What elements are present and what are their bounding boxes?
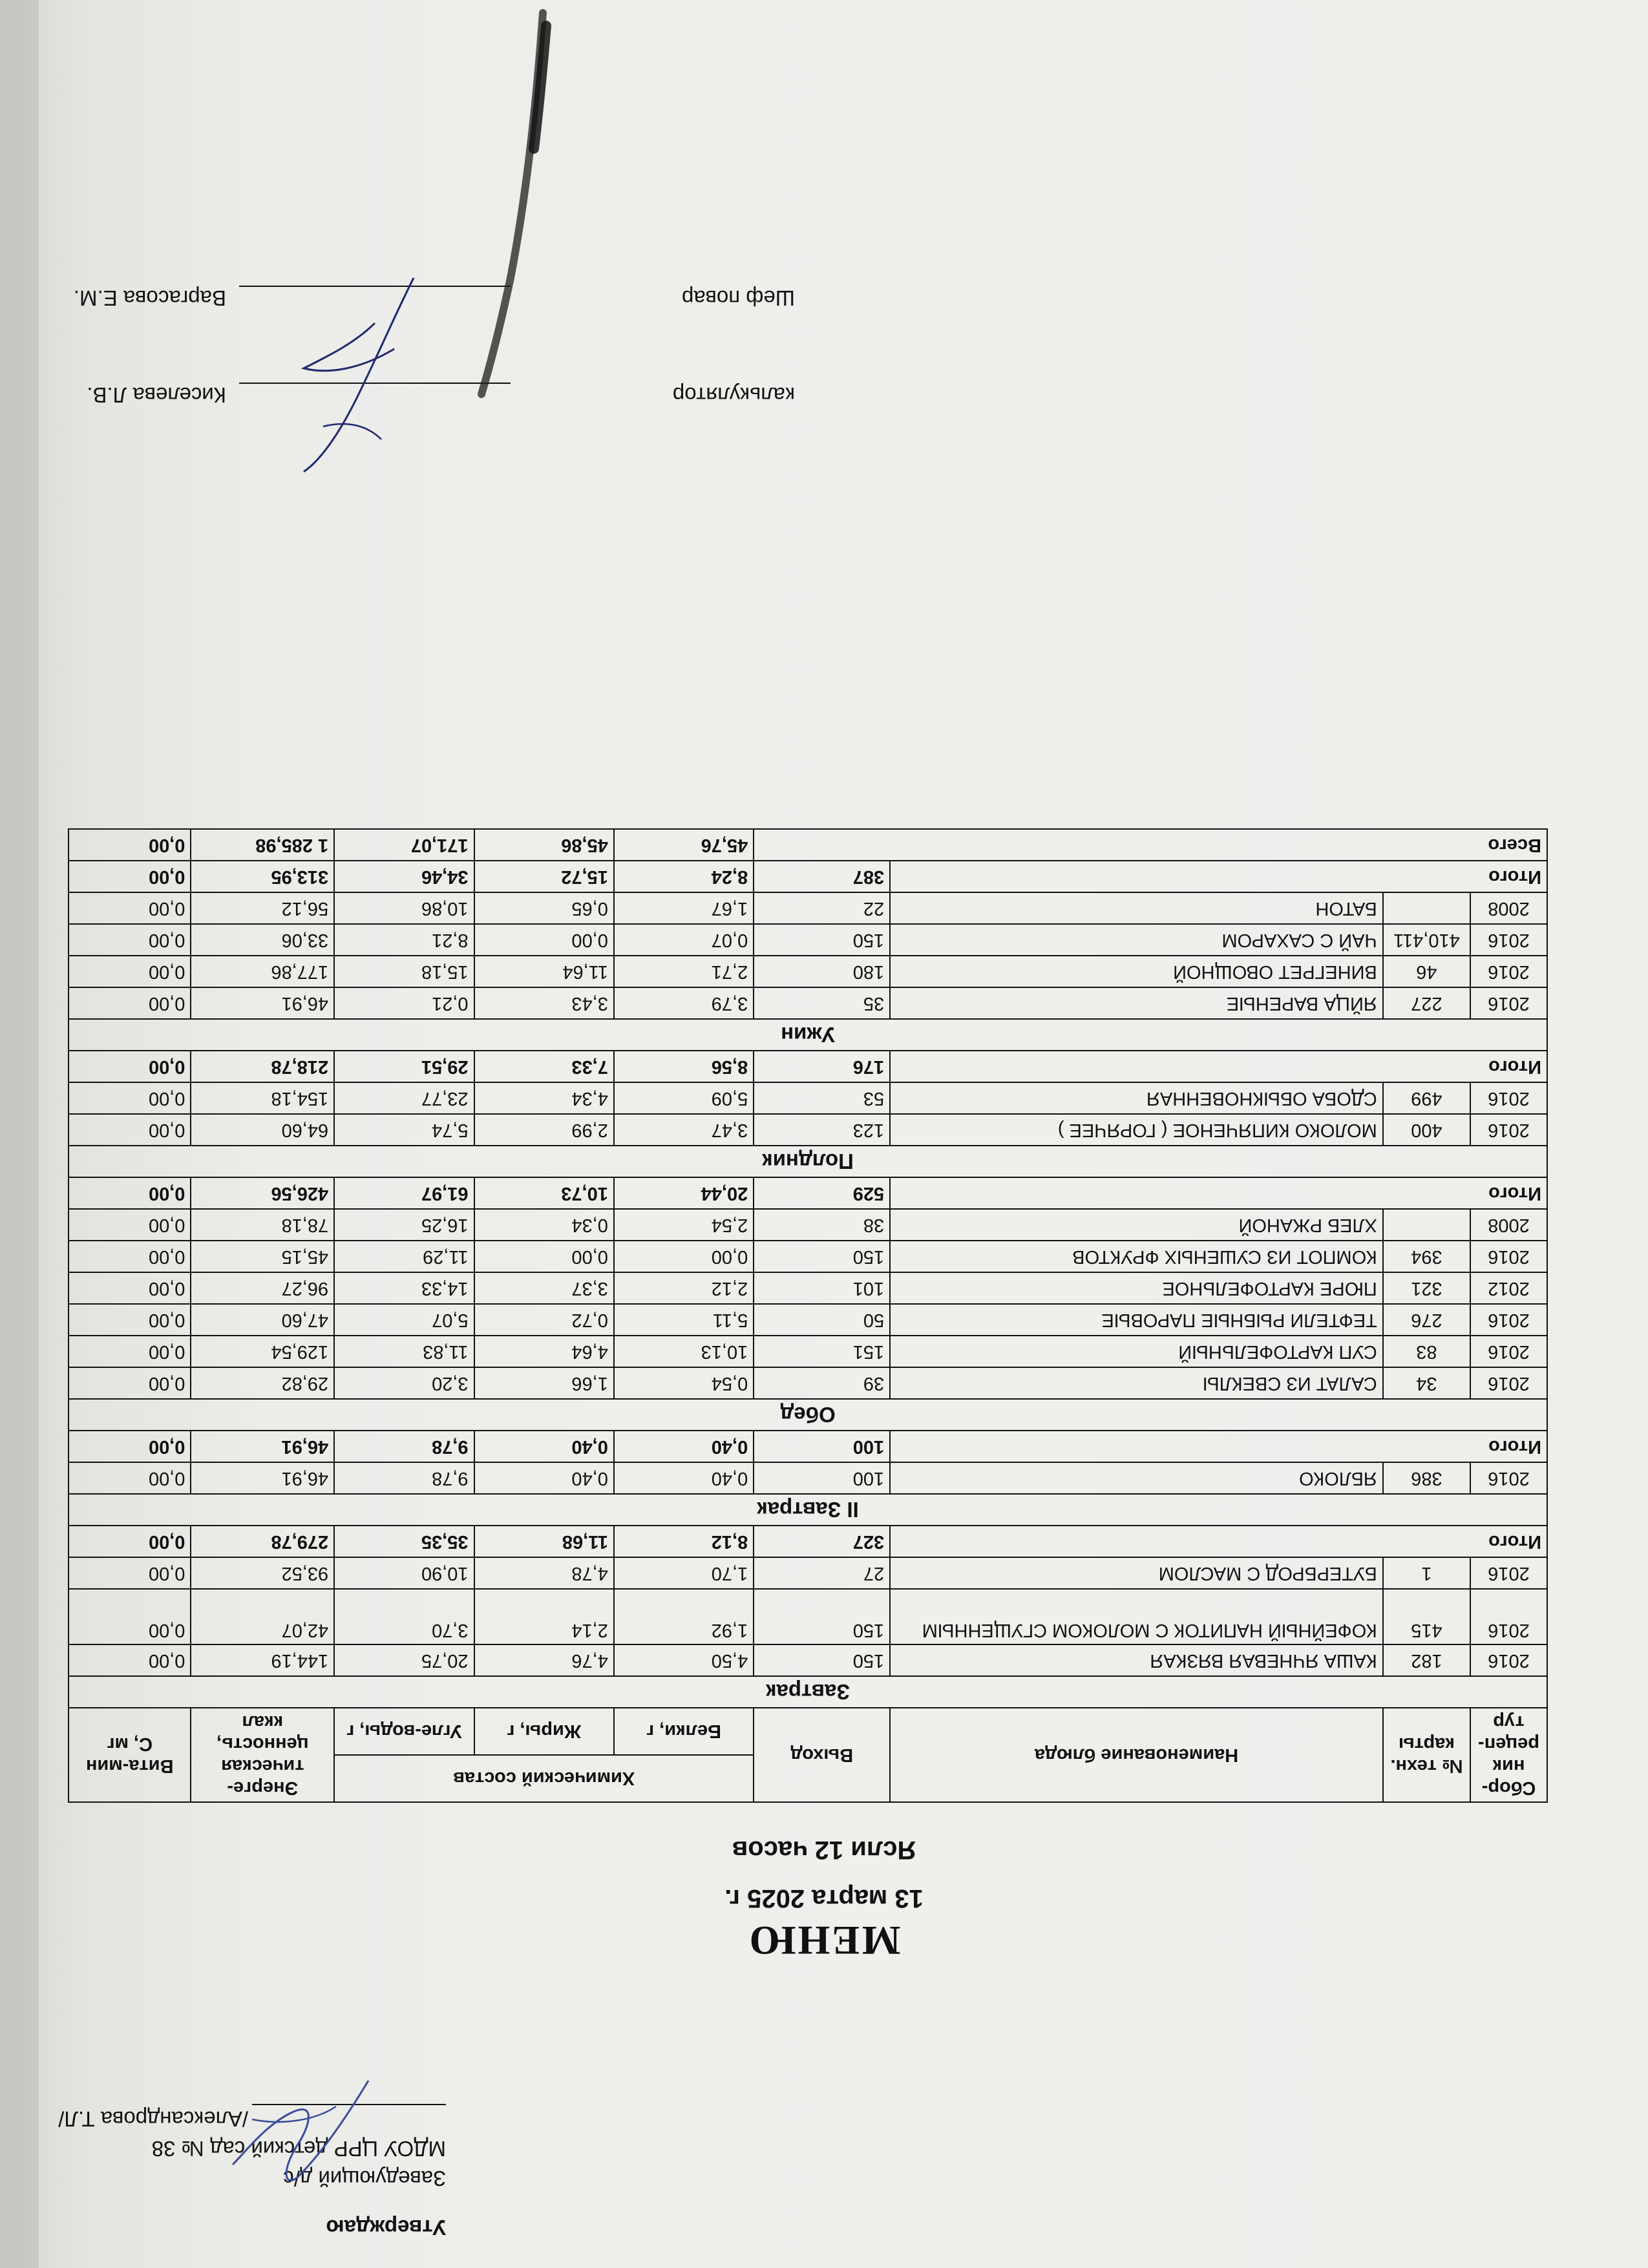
cell-fats: 0,00 <box>474 1241 614 1272</box>
total-row <box>69 1051 1547 1082</box>
cell-proteins: 3,47 <box>614 1114 754 1146</box>
total-row <box>69 1431 1547 1462</box>
cell-name: ВИНЕГРЕТ ОВОЩНОЙ <box>890 956 1383 987</box>
staff-role: Шеф повар <box>681 286 795 310</box>
cell-output: 150 <box>754 1589 890 1644</box>
grand-total-proteins: 45,76 <box>614 829 754 861</box>
cell-proteins: 0,00 <box>614 1241 754 1272</box>
total-carbs: 9,78 <box>334 1431 474 1462</box>
total-carbs: 61,97 <box>334 1177 474 1209</box>
cell-proteins: 1,70 <box>614 1557 754 1589</box>
cell-name: БУТЕРБРОД С МАСЛОМ <box>890 1557 1383 1589</box>
cell-book: 2008 <box>1470 1209 1547 1241</box>
cell-card <box>1383 892 1470 924</box>
cell-vitamin: 0,00 <box>69 892 191 924</box>
cell-fats: 4,76 <box>474 1644 614 1676</box>
cell-card: 321 <box>1383 1272 1470 1304</box>
total-energy: 218,78 <box>191 1051 334 1082</box>
cell-output: 100 <box>754 1462 890 1494</box>
cell-vitamin: 0,00 <box>69 1336 191 1367</box>
cell-output: 151 <box>754 1336 890 1367</box>
header-book: Сбор-ник рецеп-тур <box>1470 1708 1547 1802</box>
table-row <box>69 1336 1547 1367</box>
table-row <box>69 1589 1547 1644</box>
cell-carbs: 15,18 <box>334 956 474 987</box>
cell-fats: 2,14 <box>474 1589 614 1644</box>
cell-vitamin: 0,00 <box>69 924 191 956</box>
cell-vitamin: 0,00 <box>69 987 191 1019</box>
cell-fats: 0,34 <box>474 1209 614 1241</box>
cell-proteins: 0,40 <box>614 1462 754 1494</box>
cell-energy: 78,18 <box>191 1209 334 1241</box>
section-title: Завтрак <box>69 1676 1547 1708</box>
cell-card: 46 <box>1383 956 1470 987</box>
header-chem: Химический состав <box>334 1755 754 1802</box>
cell-carbs: 16,25 <box>334 1209 474 1241</box>
cell-output: 22 <box>754 892 890 924</box>
table-row <box>69 987 1547 1019</box>
cell-carbs: 10,90 <box>334 1557 474 1589</box>
cell-energy: 46,91 <box>191 1462 334 1494</box>
total-vitamin: 0,00 <box>69 1526 191 1557</box>
cell-proteins: 10,13 <box>614 1336 754 1367</box>
approval-block <box>32 2104 446 2242</box>
cell-name: ПЮРЕ КАРТОФЕЛЬНОЕ <box>890 1272 1383 1304</box>
total-vitamin: 0,00 <box>69 1431 191 1462</box>
cell-name: ЧАЙ С САХАРОМ <box>890 924 1383 956</box>
header-output: Выход <box>754 1708 890 1802</box>
cell-card: 400 <box>1383 1114 1470 1146</box>
grand-total-row <box>69 829 1547 861</box>
header-fats: Жиры, г <box>474 1708 614 1755</box>
total-proteins: 20,44 <box>614 1177 754 1209</box>
cell-name: ХЛЕБ РЖАНОЙ <box>890 1209 1383 1241</box>
table-row <box>69 956 1547 987</box>
header-card: № техн. карты <box>1383 1708 1470 1802</box>
total-label: Итого <box>890 1051 1547 1082</box>
cell-proteins: 0,07 <box>614 924 754 956</box>
cell-output: 150 <box>754 1644 890 1676</box>
staff-name: Варгасова Е.М. <box>73 286 226 310</box>
cell-output: 27 <box>754 1557 890 1589</box>
cell-energy: 64,60 <box>191 1114 334 1146</box>
cell-name: ЯБЛОКО <box>890 1462 1383 1494</box>
cell-vitamin: 0,00 <box>69 1557 191 1589</box>
cell-proteins: 2,71 <box>614 956 754 987</box>
cell-fats: 11,64 <box>474 956 614 987</box>
cell-carbs: 11,29 <box>334 1241 474 1272</box>
total-fats: 11,68 <box>474 1526 614 1557</box>
total-proteins: 0,40 <box>614 1431 754 1462</box>
cell-energy: 47,60 <box>191 1304 334 1336</box>
cell-energy: 45,15 <box>191 1241 334 1272</box>
cell-name: КАША ЯЧНЕВАЯ ВЯЗКАЯ <box>890 1644 1383 1676</box>
cell-fats: 3,37 <box>474 1272 614 1304</box>
header-vitamin: Вита-мин С, мг <box>69 1708 191 1802</box>
cell-book: 2016 <box>1470 1367 1547 1399</box>
cell-carbs: 5,74 <box>334 1114 474 1146</box>
cell-output: 50 <box>754 1304 890 1336</box>
cell-card: 182 <box>1383 1644 1470 1676</box>
total-fats: 7,33 <box>474 1051 614 1082</box>
cell-proteins: 3,79 <box>614 987 754 1019</box>
cell-name: ЯЙЦА ВАРЕНЫЕ <box>890 987 1383 1019</box>
menu-date: 13 марта 2025 г. <box>724 1884 924 1913</box>
table-row <box>69 1272 1547 1304</box>
cell-energy: 33,06 <box>191 924 334 956</box>
total-vitamin: 0,00 <box>69 861 191 892</box>
cell-card: 410,411 <box>1383 924 1470 956</box>
cell-fats: 0,40 <box>474 1462 614 1494</box>
cell-name: СДОБА ОБЫКНОВЕННАЯ <box>890 1082 1383 1114</box>
cell-proteins: 1,92 <box>614 1589 754 1644</box>
approval-org: МДОУ ЦРР детский сад № 38 <box>151 2137 446 2161</box>
cell-carbs: 3,70 <box>334 1589 474 1644</box>
cell-energy: 96,27 <box>191 1272 334 1304</box>
table-row <box>69 1557 1547 1589</box>
table-row <box>69 1304 1547 1336</box>
menu-table <box>68 828 1548 1803</box>
cell-carbs: 10,86 <box>334 892 474 924</box>
section-row <box>69 1399 1547 1431</box>
cell-card: 1 <box>1383 1557 1470 1589</box>
cell-card: 83 <box>1383 1336 1470 1367</box>
total-energy: 426,56 <box>191 1177 334 1209</box>
total-energy: 46,91 <box>191 1431 334 1462</box>
total-output: 100 <box>754 1431 890 1462</box>
header-carbs: Угле-воды, г <box>334 1708 474 1755</box>
cell-book: 2016 <box>1470 1462 1547 1494</box>
cell-card: 227 <box>1383 987 1470 1019</box>
cell-fats: 0,00 <box>474 924 614 956</box>
table-row <box>69 1644 1547 1676</box>
header-proteins: Белки, г <box>614 1708 754 1755</box>
cell-book: 2008 <box>1470 892 1547 924</box>
cell-vitamin: 0,00 <box>69 1082 191 1114</box>
cell-vitamin: 0,00 <box>69 1114 191 1146</box>
cell-card <box>1383 1209 1470 1241</box>
total-row <box>69 1177 1547 1209</box>
cell-book: 2016 <box>1470 987 1547 1019</box>
staff-name: Киселева Л.В. <box>87 383 226 407</box>
cell-book: 2016 <box>1470 1644 1547 1676</box>
cell-vitamin: 0,00 <box>69 956 191 987</box>
cell-carbs: 9,78 <box>334 1462 474 1494</box>
cell-name: СУП КАРТОФЕЛЬНЫЙ <box>890 1336 1383 1367</box>
cell-carbs: 11,83 <box>334 1336 474 1367</box>
total-proteins: 8,24 <box>614 861 754 892</box>
cell-vitamin: 0,00 <box>69 1304 191 1336</box>
approval-signature-icon <box>200 2074 394 2190</box>
cell-output: 39 <box>754 1367 890 1399</box>
cell-carbs: 0,21 <box>334 987 474 1019</box>
section-row <box>69 1494 1547 1526</box>
cell-book: 2016 <box>1470 1336 1547 1367</box>
cell-output: 180 <box>754 956 890 987</box>
section-title: Обед <box>69 1399 1547 1431</box>
total-output: 529 <box>754 1177 890 1209</box>
total-label: Итого <box>890 861 1547 892</box>
total-label: Итого <box>890 1526 1547 1557</box>
cell-output: 35 <box>754 987 890 1019</box>
total-fats: 15,72 <box>474 861 614 892</box>
cell-proteins: 5,09 <box>614 1082 754 1114</box>
cell-card: 394 <box>1383 1241 1470 1272</box>
cell-name: ТЕФТЕЛИ РЫБНЫЕ ПАРОВЫЕ <box>890 1304 1383 1336</box>
cell-carbs: 14,33 <box>334 1272 474 1304</box>
table-row <box>69 1114 1547 1146</box>
cell-fats: 4,78 <box>474 1557 614 1589</box>
total-output: 327 <box>754 1526 890 1557</box>
cell-output: 150 <box>754 1241 890 1272</box>
cell-energy: 129,54 <box>191 1336 334 1367</box>
cell-name: КОМПОТ ИЗ СУШЕНЫХ ФРУКТОВ <box>890 1241 1383 1272</box>
table-row <box>69 1082 1547 1114</box>
cell-fats: 4,34 <box>474 1082 614 1114</box>
cell-carbs: 5,07 <box>334 1304 474 1336</box>
total-row <box>69 861 1547 892</box>
total-fats: 10,73 <box>474 1177 614 1209</box>
cell-name: САЛАТ ИЗ СВЕКЛЫ <box>890 1367 1383 1399</box>
grand-total-fats: 45,86 <box>474 829 614 861</box>
section-row <box>69 1676 1547 1708</box>
cell-energy: 154,18 <box>191 1082 334 1114</box>
cell-card: 276 <box>1383 1304 1470 1336</box>
cell-carbs: 20,75 <box>334 1644 474 1676</box>
cell-card: 34 <box>1383 1367 1470 1399</box>
total-energy: 313,95 <box>191 861 334 892</box>
cell-energy: 177,86 <box>191 956 334 987</box>
table-row <box>69 924 1547 956</box>
cell-name: КОФЕЙНЫЙ НАПИТОК С МОЛОКОМ СГУЩЕННЫМ <box>890 1589 1383 1644</box>
cell-output: 38 <box>754 1209 890 1241</box>
approval-label: Утверждаю <box>326 2216 446 2240</box>
cell-energy: 46,91 <box>191 987 334 1019</box>
menu-group: Ясли 12 часов <box>732 1836 916 1864</box>
cell-name: МОЛОКО КИПЯЧЕНОЕ ( ГОРЯЧЕЕ ) <box>890 1114 1383 1146</box>
cell-fats: 0,65 <box>474 892 614 924</box>
cell-book: 2016 <box>1470 1241 1547 1272</box>
cell-energy: 56,12 <box>191 892 334 924</box>
cell-fats: 2,99 <box>474 1114 614 1146</box>
cell-proteins: 2,12 <box>614 1272 754 1304</box>
cell-proteins: 4,50 <box>614 1644 754 1676</box>
grand-total-carbs: 171,07 <box>334 829 474 861</box>
cell-vitamin: 0,00 <box>69 1589 191 1644</box>
cell-book: 2016 <box>1470 956 1547 987</box>
header-energy: Энерге-тическая ценность, ккал <box>191 1708 334 1802</box>
total-energy: 279,78 <box>191 1526 334 1557</box>
approval-signer: /Александрова Т.Л/ <box>58 2107 248 2131</box>
cell-carbs: 8,21 <box>334 924 474 956</box>
cell-proteins: 2,54 <box>614 1209 754 1241</box>
cell-proteins: 1,67 <box>614 892 754 924</box>
cell-vitamin: 0,00 <box>69 1241 191 1272</box>
cell-output: 53 <box>754 1082 890 1114</box>
cell-energy: 144,19 <box>191 1644 334 1676</box>
cell-book: 2016 <box>1470 1082 1547 1114</box>
cell-name: БАТОН <box>890 892 1383 924</box>
cell-card: 386 <box>1383 1462 1470 1494</box>
cell-vitamin: 0,00 <box>69 1462 191 1494</box>
total-carbs: 29,51 <box>334 1051 474 1082</box>
total-vitamin: 0,00 <box>69 1051 191 1082</box>
section-title: II Завтрак <box>69 1494 1547 1526</box>
cell-carbs: 23,77 <box>334 1082 474 1114</box>
staff-signature-icon <box>284 265 433 478</box>
total-fats: 0,40 <box>474 1431 614 1462</box>
total-label: Итого <box>890 1177 1547 1209</box>
table-row <box>69 1367 1547 1399</box>
total-label: Итого <box>890 1431 1547 1462</box>
cell-energy: 93,52 <box>191 1557 334 1589</box>
cell-fats: 3,43 <box>474 987 614 1019</box>
table-row <box>69 1462 1547 1494</box>
cell-book: 2016 <box>1470 1304 1547 1336</box>
cell-vitamin: 0,00 <box>69 1367 191 1399</box>
cell-book: 2016 <box>1470 1589 1547 1644</box>
cell-vitamin: 0,00 <box>69 1209 191 1241</box>
grand-total-energy: 1 285,98 <box>191 829 334 861</box>
grand-total-vitamin: 0,00 <box>69 829 191 861</box>
cell-carbs: 3,20 <box>334 1367 474 1399</box>
table-row <box>69 892 1547 924</box>
cell-book: 2016 <box>1470 1114 1547 1146</box>
grand-total-label: Всего <box>754 829 1547 861</box>
cell-card: 415 <box>1383 1589 1470 1644</box>
header-row <box>69 1755 1547 1802</box>
total-output: 387 <box>754 861 890 892</box>
cell-energy: 29,82 <box>191 1367 334 1399</box>
staff-role: калькулятор <box>672 383 795 407</box>
total-vitamin: 0,00 <box>69 1177 191 1209</box>
cell-output: 150 <box>754 924 890 956</box>
cell-card: 499 <box>1383 1082 1470 1114</box>
cell-proteins: 5,11 <box>614 1304 754 1336</box>
cell-output: 101 <box>754 1272 890 1304</box>
cell-fats: 0,72 <box>474 1304 614 1336</box>
header-name: Наименование блюда <box>890 1708 1383 1802</box>
total-proteins: 8,12 <box>614 1526 754 1557</box>
cell-book: 2012 <box>1470 1272 1547 1304</box>
approval-position: Заведующий д/с <box>283 2167 446 2190</box>
total-output: 176 <box>754 1051 890 1082</box>
cell-energy: 42,07 <box>191 1589 334 1644</box>
section-title: Ужин <box>69 1019 1547 1051</box>
total-carbs: 34,46 <box>334 861 474 892</box>
cell-output: 123 <box>754 1114 890 1146</box>
total-carbs: 35,35 <box>334 1526 474 1557</box>
table-row <box>69 1241 1547 1272</box>
cell-fats: 1,66 <box>474 1367 614 1399</box>
total-proteins: 8,56 <box>614 1051 754 1082</box>
section-row <box>69 1019 1547 1051</box>
menu-title: МЕНЮ <box>747 1918 901 1964</box>
cell-book: 2016 <box>1470 924 1547 956</box>
cell-book: 2016 <box>1470 1557 1547 1589</box>
cell-vitamin: 0,00 <box>69 1272 191 1304</box>
cell-fats: 4,64 <box>474 1336 614 1367</box>
total-row <box>69 1526 1547 1557</box>
table-row <box>69 1209 1547 1241</box>
section-row <box>69 1146 1547 1177</box>
cell-vitamin: 0,00 <box>69 1644 191 1676</box>
cell-proteins: 0,54 <box>614 1367 754 1399</box>
menu-body <box>69 829 1547 1708</box>
section-title: Полдник <box>69 1146 1547 1177</box>
